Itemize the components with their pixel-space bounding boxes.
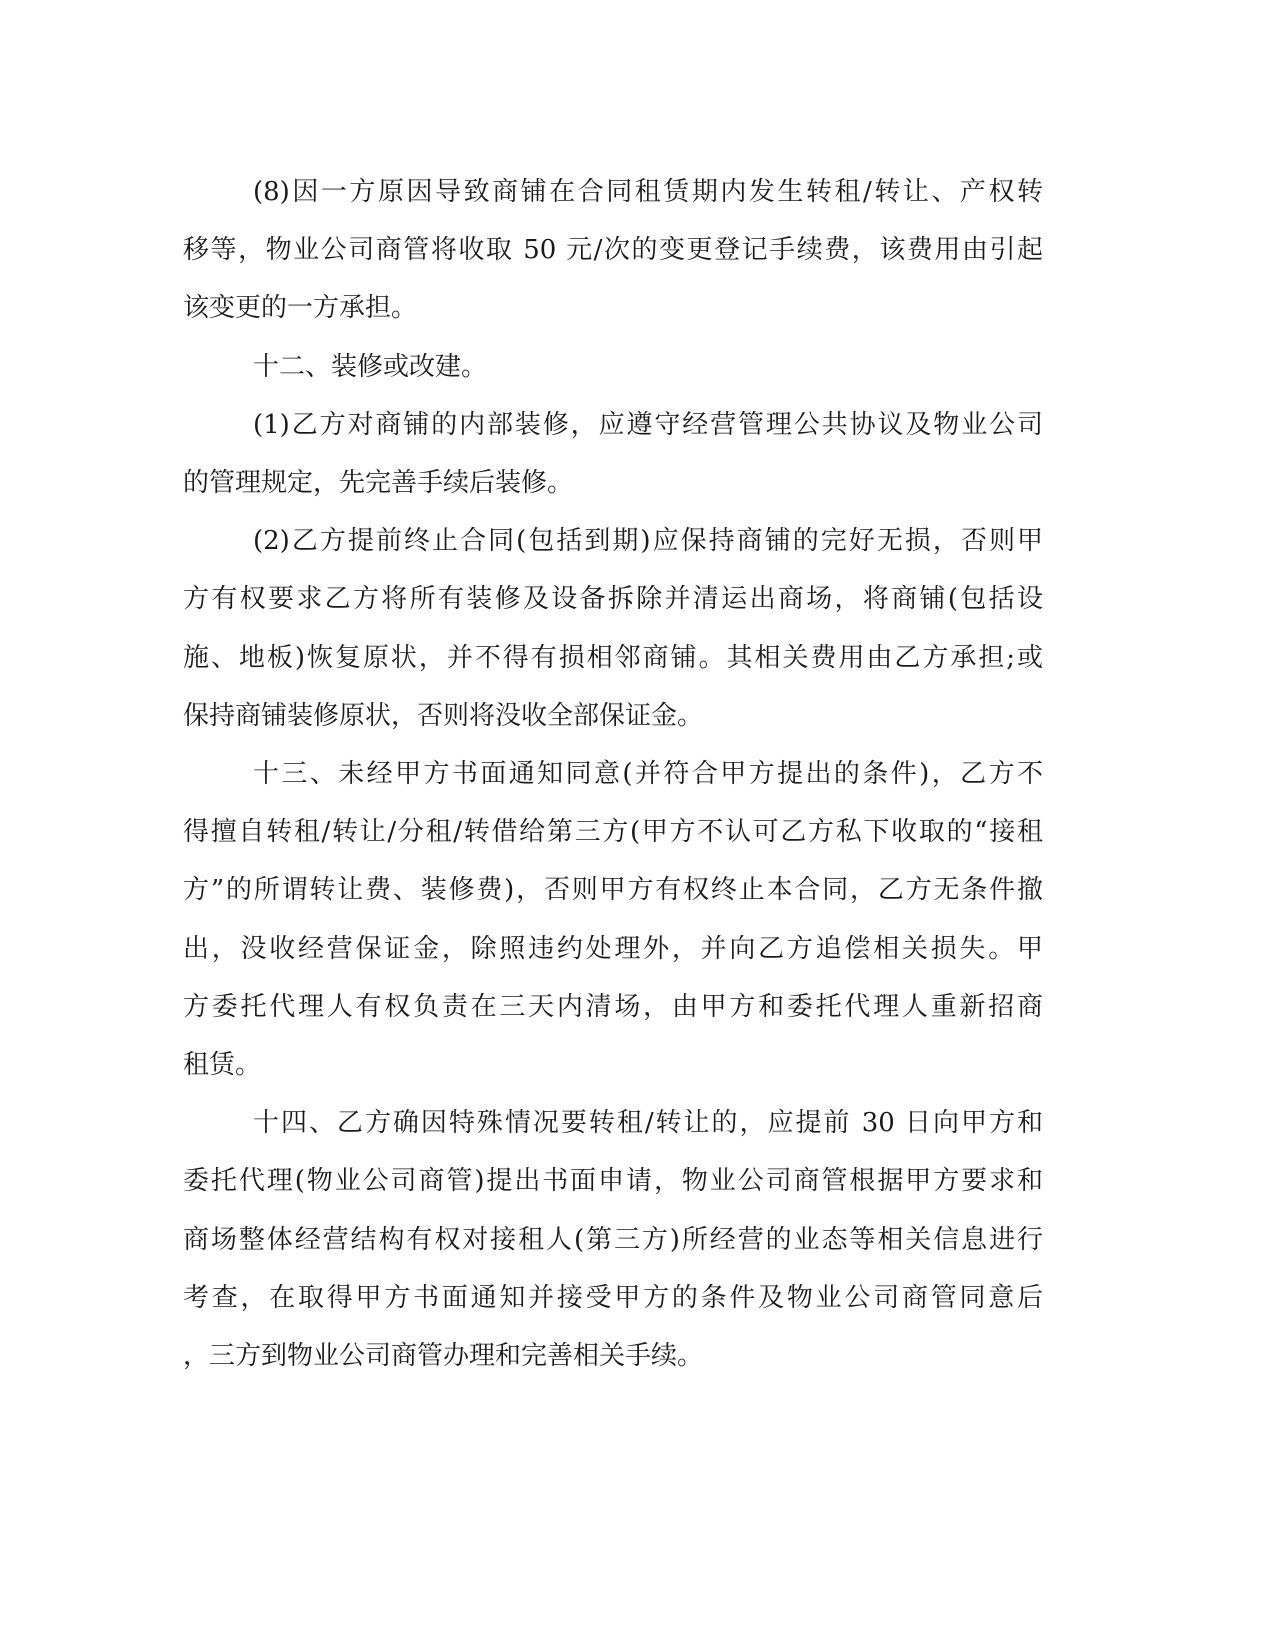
text-line: 移等，物业公司商管将收取 50 元/次的变更登记手续费，该费用由引起 — [183, 235, 1043, 266]
text-line: 十四、乙方确因特殊情况要转租/转让的，应提前 30 日向甲方和 — [253, 1108, 1043, 1139]
text-line: 方有权要求乙方将所有装修及设备拆除并清运出商场，将商铺(包括设 — [183, 584, 1043, 615]
document-body — [183, 163, 1043, 1385]
text-line: 出，没收经营保证金，除照违约处理外，并向乙方追偿相关损失。甲 — [183, 933, 1043, 964]
paragraph-section-14 — [183, 1094, 1043, 1385]
paragraph-section-12-heading — [183, 338, 1043, 396]
text-line: (8)因一方原因导致商铺在合同租赁期内发生转租/转让、产权转 — [253, 177, 1043, 207]
paragraph-section-12-item-2 — [183, 512, 1043, 745]
text-line: (2)乙方提前终止合同(包括到期)应保持商铺的完好无损，否则甲 — [253, 526, 1043, 557]
paragraph-section-12-item-1 — [183, 396, 1043, 512]
text-line: 方委托代理人有权负责在三天内清场，由甲方和委托代理人重新招商 — [183, 991, 1043, 1022]
text-line: 的管理规定，先完善手续后装修。 — [183, 468, 574, 499]
text-line: 该变更的一方承担。 — [183, 293, 418, 324]
text-line: 方”的所谓转让费、装修费)，否则甲方有权终止本合同，乙方无条件撤 — [183, 875, 1043, 906]
text-line: 商场整体经营结构有权对接租人(第三方)所经营的业态等相关信息进行 — [183, 1224, 1043, 1255]
text-line: 考查，在取得甲方书面通知并接受甲方的条件及物业公司商管同意后 — [183, 1282, 1043, 1313]
text-line: 保持商铺装修原状，否则将没收全部保证金。 — [183, 700, 704, 731]
paragraph-clause-8 — [183, 163, 1043, 338]
paragraph-section-13 — [183, 745, 1043, 1094]
text-line: 十三、未经甲方书面通知同意(并符合甲方提出的条件)，乙方不 — [253, 759, 1043, 790]
text-line: 租赁。 — [183, 1050, 262, 1081]
text-line: 得擅自转租/转让/分租/转借给第三方(甲方不认可乙方私下收取的“接租 — [183, 817, 1043, 848]
text-line: 十二、装修或改建。 — [253, 351, 488, 382]
text-line: 施、地板)恢复原状，并不得有损相邻商铺。其相关费用由乙方承担;或 — [183, 642, 1043, 673]
text-line: (1)乙方对商铺的内部装修，应遵守经营管理公共协议及物业公司 — [253, 409, 1043, 440]
text-line: 委托代理(物业公司商管)提出书面申请，物业公司商管根据甲方要求和 — [183, 1166, 1043, 1197]
text-line: ，三方到物业公司商管办理和完善相关手续。 — [183, 1341, 704, 1372]
